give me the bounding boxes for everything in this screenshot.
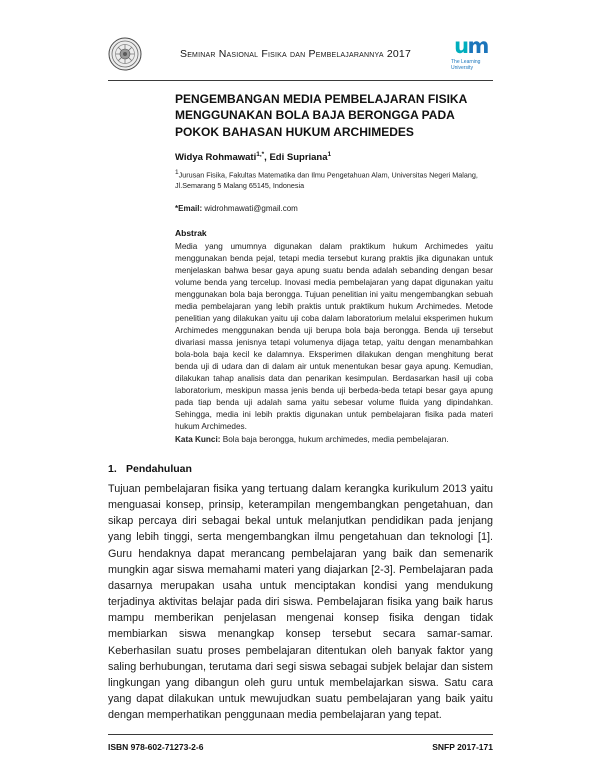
authors-line: Widya Rohmawati$^{1,*}$, Edi Supriana$^1$ (175, 151, 332, 164)
intro-paragraph: Tujuan pembelajaran fisika yang tertuang dalam kerangka kurikulum 2013 yaitu menguasai konsep, prinsip, keterampilan mengembangkan pengetahuan, dan sikap percaya diri sebagai bekal untuk melanjutkan pendidikan pada jenjang yang lebih tinggi, serta mengembangkan ilmu pengetahuan dan teknologi [1]. Guru hendaknya dapat merancang pembelajaran yang baik dan semenarik mungkin agar siswa memahami materi yang diajarkan [2-3]. Pembelajaran pada dasarnya merupakan usaha untuk menciptakan kondisi yang mendukung terjadinya aktivitas belajar pada diri siswa. Pembelajaran fisika yang baik harus mampu memberikan penjelasan mengenai konsep fisika dengan tidak membiarkan siswa menangkap konsep tersebut secara samar-samar. Keberhasilan suatu proses pembelajaran ditentukan oleh banyak faktor yang saling berhubungan, terutama dari segi siswa sebagai subjek belajar dan sistem lingkungan yang dibangun oleh guru untuk membelajarkan siswa. Satu cara yang dapat dilakukan untuk mewujudkan suatu pembelajaran yang baik yaitu dengan memperhatikan penggunaan media pembelajaran yang tepat. (108, 482, 493, 722)
um-logo (449, 36, 493, 72)
page-footer (108, 734, 493, 752)
university-seal-icon (108, 37, 142, 71)
seminar-title: Seminar Nasional Fisika dan Pembelajarannya 2017 (179, 47, 411, 60)
isbn-text: ISBN 978-602-71273-2-6 (108, 742, 204, 752)
author-2: Edi Supriana (269, 152, 328, 164)
proceedings-code: SNFP 2017-171 (432, 742, 493, 752)
paper-title: PENGEMBANGAN MEDIA PEMBELAJARAN FISIKA MENGGUNAKAN BOLA BAJA BERONGGA PADA POKOK BAHASAN HUKUM ARCHIMEDES (175, 91, 467, 139)
front-matter (175, 91, 493, 446)
author-2-affmark: 1 (327, 151, 332, 159)
email-line (175, 204, 493, 213)
email-address: widrohmawati@gmail.com (202, 204, 298, 214)
email-label: *Email: (175, 204, 203, 214)
um-logo-tagline: The Learning University (451, 59, 481, 72)
keywords-text: Bola baja berongga, hukum archimedes, media pembelajaran. (220, 434, 449, 444)
section-1-heading (108, 463, 493, 475)
abstract-heading: Abstrak (175, 228, 207, 239)
section-1-title: Pendahuluan (126, 462, 192, 475)
abstract-text: Media yang umumnya digunakan dalam praktikum hukum Archimedes yaitu menggunakan benda pejal, tetapi media tersebut kurang praktis jika digunakan untuk menjelaskan bahwa besar gaya apung suatu benda adalah sebanding dengan besar volume benda yang tercelup. Inovasi media pembelajaran yang dapat digunakan yaitu menggunakan bola baja berongga. Tujuan penelitian ini yaitu mengembangkan sebuah media pembelajaran yang lebih praktis untuk praktikum hukum Archimedes. Metode penelitian yang dilakukan yaitu uji coba dalam laboratorium melalui eksperimen hukum Archimedes menggunakan benda uji berupa bola baja berongga. Benda uji tersebut divariasi massa jenisnya tetapi volumenya dijaga tetap, yaitu dengan menambahkan bola-bola baja kecil ke dalamnya. Eksperimen dilakukan dengan menghitung berat benda uji di udara dan di dalam air untuk menentukan besar gaya apung. Kemudian, dilakukan tahap analisis data dan penarikan kesimpulan. Berdasarkan hasil uji coba laboratorium, meskipun massa jenis benda uji berbeda-beda tetapi besar gaya apung pada tiap benda uji adalah sama yaitu sebesar volume fluida yang dipindahkan. Sehingga, media ini lebih praktis digunakan untuk pembelajaran fisika pada materi hukum Archimedes. (175, 242, 493, 431)
page-header (108, 36, 493, 81)
author-1-affmark: 1,* (256, 151, 265, 159)
author-1: Widya Rohmawati (175, 152, 257, 164)
section-1-number: 1. (108, 462, 117, 475)
keywords-label: Kata Kunci: (175, 434, 221, 444)
affiliation-line: $^1$Jurusan Fisika, Fakultas Matematika dan Ilmu Pengetahuan Alam, Universitas Negeri Malang, Jl.Semarang 5 Malang 65145, Indonesia (175, 169, 478, 191)
paper-body (108, 463, 493, 724)
um-logo-wordmark: um (454, 34, 488, 58)
keywords-line (175, 434, 493, 446)
